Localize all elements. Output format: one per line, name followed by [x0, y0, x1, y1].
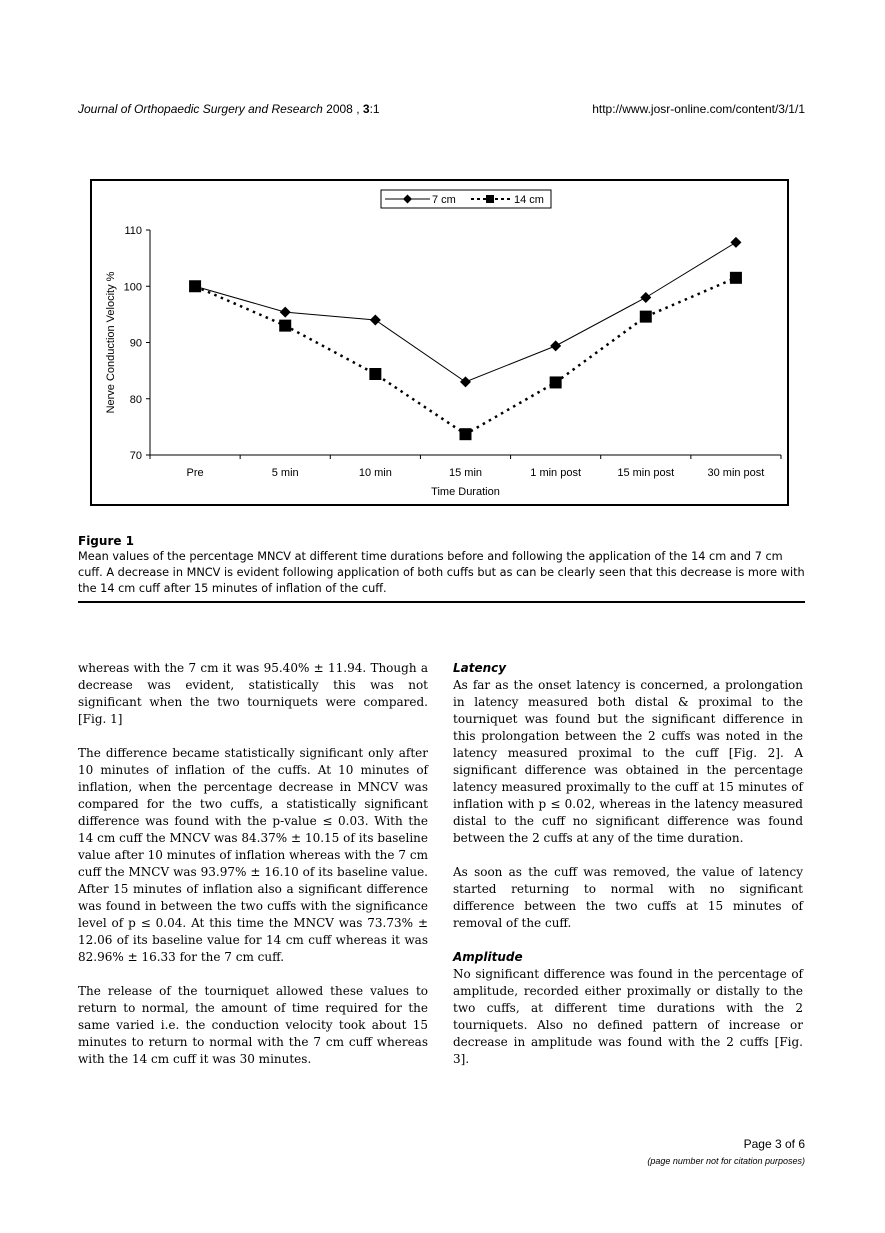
figure-caption-text: Mean values of the percentage MNCV at different time durations before and following the application of the 14 cm and 7 cm cuff. A decrease in MNCV is evident following application of both cuffs but as can be clearly seen that this decrease is more with the 14 cm cuff after 15 minutes of inflation of the cuff.: [78, 550, 805, 595]
y-tick-label: 80: [129, 393, 142, 406]
data-point-diamond: [550, 340, 561, 351]
x-tick-label: 30 min post: [707, 467, 765, 479]
data-point-square: [550, 376, 562, 388]
y-tick-label: 90: [129, 337, 142, 350]
paragraph: The release of the tourniquet allowed these values to return to normal, the amount of time required for the same varied i.e. the conduction velocity took about 15 minutes to return to normal with the 7 cm cuff whereas with the 14 cm cuff it was 30 minutes.: [78, 984, 428, 1066]
data-point-diamond: [370, 315, 381, 326]
line-chart: [92, 181, 787, 504]
x-tick-label: 5 min: [271, 467, 299, 479]
x-axis-label: Time Duration: [431, 486, 500, 498]
data-point-square: [730, 272, 742, 284]
x-tick-label: 15 min: [448, 467, 483, 479]
data-point-square: [460, 428, 472, 440]
page-number-note: (page number not for citation purposes): [647, 1156, 805, 1166]
journal-year: 2008: [326, 102, 353, 116]
article-url[interactable]: http://www.josr-online.com/content/3/1/1: [592, 102, 805, 116]
y-tick-label: 110: [124, 225, 142, 237]
legend-label-7cm: 7 cm: [432, 194, 456, 206]
legend-marker-square: [486, 195, 494, 203]
right-column: [453, 660, 803, 1085]
data-point-diamond: [730, 237, 741, 248]
page-number: Page 3 of 6: [743, 1137, 805, 1151]
data-point-square: [279, 320, 291, 332]
legend: [381, 190, 551, 208]
data-point-square: [369, 368, 381, 380]
y-tick-label: 70: [129, 450, 142, 462]
running-header-journal: Journal of Orthopaedic Surgery and Research 2008 , 3:1: [78, 102, 380, 116]
journal-issue: :1: [369, 102, 380, 116]
y-tick-label: 100: [123, 281, 142, 294]
y-axis-label: Nerve Conduction Velocity %: [105, 271, 117, 414]
series-line-14cm: [195, 278, 736, 434]
paragraph: The difference became statistically significant only after 10 minutes of inflation of the cuffs. At 10 minutes of inflation, when the percentage decrease in MNCV was compared for the two cuffs, a statistically significant difference was found with the p-value ≤ 0.03. With the 14 cm cuff the MNCV was 84.37% ± 10.15 of its baseline value after 10 minutes of inflation whereas with the 7 cm cuff the MNCV was 93.97% ± 16.10 of its baseline value. After 15 minutes of inflation also a significant difference was found in between the two cuffs with the significance level of p ≤ 0.04. At this time the MNCV was 73.73% ± 12.06 of its baseline value for 14 cm cuff whereas it was 82.96% ± 16.33 for the 7 cm cuff.: [78, 746, 428, 964]
caption-divider: [78, 601, 805, 603]
data-point-square: [640, 311, 652, 323]
journal-volume: 3: [362, 102, 370, 116]
paragraph: whereas with the 7 cm it was 95.40% ± 11.94. Though a decrease was evident, statistically this was not significant when the two tourniquets were compared. [Fig. 1]: [78, 661, 428, 726]
paragraph: As far as the onset latency is concerned, a prolongation in latency measured both distal & proximal to the tourniquet was found but the significant difference in this prolongation between the 2 cuffs was noted in the latency measured proximal to the cuff [Fig. 2]. A significant difference was obtained in the percentage latency measured proximally to the cuff at 15 minutes of inflation with p ≤ 0.02, whereas in the latency measured distal to the cuff no significant difference was found between the 2 cuffs at any of the time duration.: [453, 678, 803, 845]
x-tick-label: 1 min post: [530, 467, 582, 479]
figure-label: Figure 1: [78, 534, 135, 548]
figure-1-frame: [90, 179, 789, 506]
x-tick-label: 15 min post: [617, 467, 675, 479]
paragraph: No significant difference was found in the percentage of amplitude, recorded either proximally or distally to the two cuffs, at different time durations with the 2 tourniquets. Also no defined pattern of increase or decrease in amplitude was found with the 2 cuffs [Fig. 3].: [453, 967, 803, 1066]
data-point-diamond: [460, 376, 471, 387]
x-tick-label: Pre: [186, 467, 204, 479]
left-column: [78, 660, 428, 1085]
legend-label-14cm: 14 cm: [514, 194, 544, 206]
data-point-diamond: [640, 292, 651, 303]
section-heading-amplitude: Amplitude: [453, 950, 523, 964]
figure-caption: [78, 533, 806, 597]
paragraph: As soon as the cuff was removed, the value of latency started returning to normal with no significant difference between the two cuffs at 15 minutes of removal of the cuff.: [453, 865, 803, 930]
x-tick-label: 10 min: [358, 467, 392, 479]
section-heading-latency: Latency: [453, 661, 507, 675]
series-line-7cm: [195, 242, 736, 382]
journal-name: Journal of Orthopaedic Surgery and Research: [78, 102, 323, 116]
data-point-diamond: [280, 307, 291, 318]
